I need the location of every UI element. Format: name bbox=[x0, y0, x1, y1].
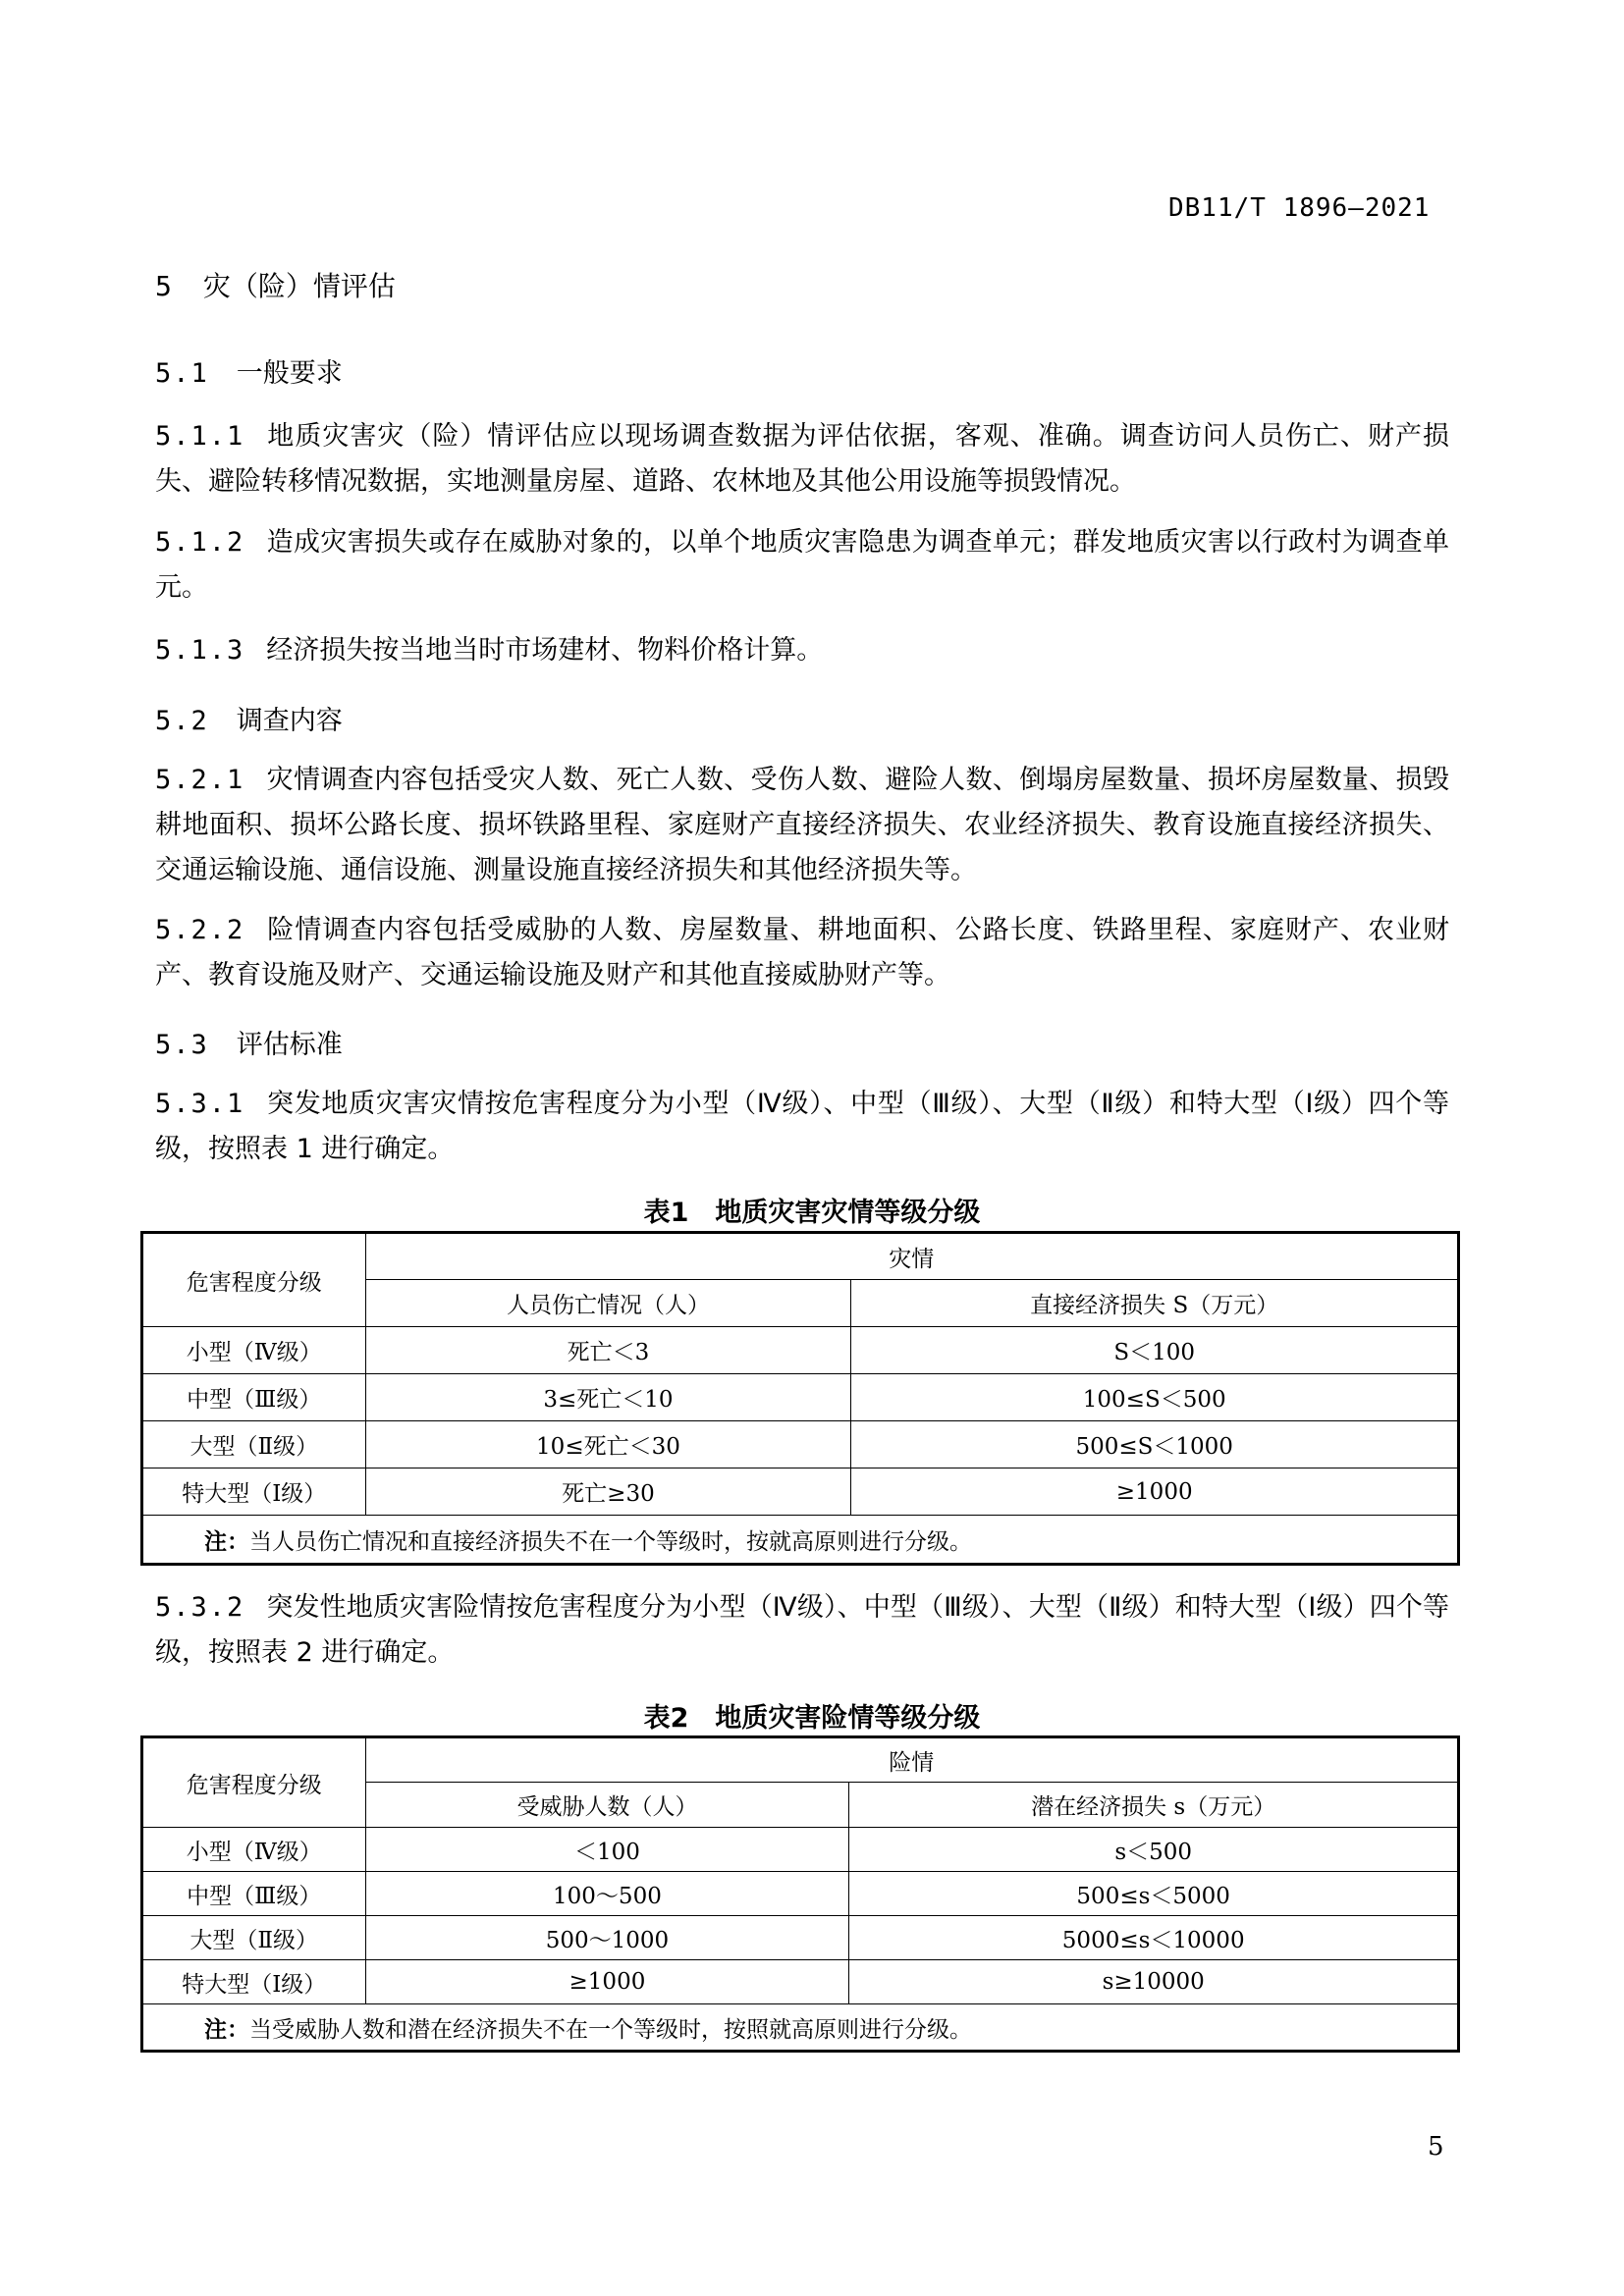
grade-column-header: 危害程度分级 bbox=[142, 1737, 366, 1828]
clause-text: 地质灾害灾（险）情评估应以现场调查数据为评估依据，客观、准确。调查访问人员伤亡、财产损失、避险转移情况数据，实地测量房屋、道路、农林地及其他公用设施等损毁情况。 bbox=[155, 421, 1449, 497]
clause-text: 突发性地质灾害险情按危害程度分为小型（Ⅳ级）、中型（Ⅲ级）、大型（Ⅱ级）和特大型（Ⅰ级）四个等级，按照表 2 进行确定。 bbox=[155, 1592, 1449, 1668]
potential-loss-cell: 500≤s＜5000 bbox=[849, 1872, 1459, 1916]
table-2-hazard-grade bbox=[140, 1735, 1460, 2053]
clause-text: 突发地质灾害灾情按危害程度分为小型（Ⅳ级）、中型（Ⅲ级）、大型（Ⅱ级）和特大型（Ⅰ级）四个等级，按照表 1 进行确定。 bbox=[155, 1089, 1449, 1164]
group-header: 灾情 bbox=[365, 1233, 1458, 1280]
note-text: 当受威胁人数和潜在经济损失不在一个等级时，按照就高原则进行分级。 bbox=[249, 2016, 972, 2043]
loss-cell: S＜100 bbox=[851, 1327, 1459, 1374]
table-row bbox=[142, 1374, 1459, 1421]
loss-cell: ≥1000 bbox=[851, 1468, 1459, 1516]
casualty-cell: 死亡＜3 bbox=[365, 1327, 851, 1374]
clause-number: 5.1.2 bbox=[155, 527, 245, 558]
table-row bbox=[142, 1960, 1459, 2004]
potential-loss-cell: s＜500 bbox=[849, 1828, 1459, 1872]
grade-cell: 小型（Ⅳ级） bbox=[142, 1828, 366, 1872]
section-title: 一般要求 bbox=[236, 358, 343, 389]
clause-number: 5.3.2 bbox=[155, 1592, 245, 1623]
clause-text: 经济损失按当地当时市场建材、物料价格计算。 bbox=[266, 635, 824, 666]
clause-5-1-3 bbox=[155, 628, 1449, 673]
section-title: 调查内容 bbox=[236, 706, 343, 736]
table-1-caption: 表1 地质灾害灾情等级分级 bbox=[643, 1198, 981, 1228]
table-row bbox=[142, 1872, 1459, 1916]
clause-text: 造成灾害损失或存在威胁对象的，以单个地质灾害隐患为调查单元；群发地质灾害以行政村为调查单元。 bbox=[155, 527, 1449, 603]
clause-number: 5.2.2 bbox=[155, 915, 245, 945]
section-5-2-heading bbox=[155, 699, 343, 737]
table-row bbox=[142, 1421, 1459, 1468]
clause-5-1-2 bbox=[155, 520, 1449, 611]
section-title: 灾（险）情评估 bbox=[202, 270, 396, 302]
grade-cell: 中型（Ⅲ级） bbox=[142, 1872, 366, 1916]
section-number: 5 bbox=[155, 270, 174, 302]
clause-5-2-2 bbox=[155, 908, 1449, 998]
clause-number: 5.2.1 bbox=[155, 765, 245, 795]
column-header-a: 人员伤亡情况（人） bbox=[365, 1280, 851, 1327]
table-row bbox=[142, 1916, 1459, 1960]
clause-number: 5.1.3 bbox=[155, 635, 245, 666]
page-number: 5 bbox=[1428, 2132, 1444, 2162]
threatened-cell: ＜100 bbox=[365, 1828, 849, 1872]
threatened-cell: 500～1000 bbox=[365, 1916, 849, 1960]
clause-text: 灾情调查内容包括受灾人数、死亡人数、受伤人数、避险人数、倒塌房屋数量、损坏房屋数量、损毁耕地面积、损坏公路长度、损坏铁路里程、家庭财产直接经济损失、农业经济损失、教育设施直接经济损失、交通运输设施、通信设施、测量设施直接经济损失和其他经济损失等。 bbox=[155, 765, 1449, 885]
group-header: 险情 bbox=[365, 1737, 1459, 1783]
table-row bbox=[142, 1468, 1459, 1516]
clause-5-3-1 bbox=[155, 1082, 1449, 1172]
clause-5-2-1 bbox=[155, 758, 1449, 893]
grade-cell: 特大型（Ⅰ级） bbox=[142, 1960, 366, 2004]
document-code: DB11/T 1896—2021 bbox=[1168, 193, 1431, 223]
note-label: 注： bbox=[204, 2015, 249, 2043]
table-note bbox=[142, 2004, 1459, 2052]
column-header-a: 受威胁人数（人） bbox=[365, 1783, 849, 1828]
clause-text: 险情调查内容包括受威胁的人数、房屋数量、耕地面积、公路长度、铁路里程、家庭财产、农业财产、教育设施及财产、交通运输设施及财产和其他直接威胁财产等。 bbox=[155, 915, 1449, 990]
table-2-caption: 表2 地质灾害险情等级分级 bbox=[643, 1703, 981, 1734]
section-title: 评估标准 bbox=[236, 1030, 343, 1060]
loss-cell: 500≤S＜1000 bbox=[851, 1421, 1459, 1468]
section-5-1-heading bbox=[155, 351, 343, 390]
section-number: 5.1 bbox=[155, 358, 209, 389]
column-header-b: 潜在经济损失 s（万元） bbox=[849, 1783, 1459, 1828]
table-row bbox=[142, 1828, 1459, 1872]
grade-cell: 特大型（Ⅰ级） bbox=[142, 1468, 366, 1516]
clause-number: 5.3.1 bbox=[155, 1089, 245, 1119]
casualty-cell: 3≤死亡＜10 bbox=[365, 1374, 851, 1421]
threatened-cell: 100～500 bbox=[365, 1872, 849, 1916]
column-header-b: 直接经济损失 S（万元） bbox=[851, 1280, 1459, 1327]
table-1-disaster-grade bbox=[140, 1231, 1460, 1566]
loss-cell: 100≤S＜500 bbox=[851, 1374, 1459, 1421]
note-text: 当人员伤亡情况和直接经济损失不在一个等级时，按就高原则进行分级。 bbox=[249, 1528, 972, 1555]
potential-loss-cell: s≥10000 bbox=[849, 1960, 1459, 2004]
table-row bbox=[142, 1327, 1459, 1374]
grade-cell: 中型（Ⅲ级） bbox=[142, 1374, 366, 1421]
table-note bbox=[142, 1516, 1459, 1565]
note-label: 注： bbox=[204, 1527, 249, 1555]
grade-cell: 大型（Ⅱ级） bbox=[142, 1916, 366, 1960]
threatened-cell: ≥1000 bbox=[365, 1960, 849, 2004]
potential-loss-cell: 5000≤s＜10000 bbox=[849, 1916, 1459, 1960]
section-5-3-heading bbox=[155, 1023, 343, 1061]
casualty-cell: 10≤死亡＜30 bbox=[365, 1421, 851, 1468]
casualty-cell: 死亡≥30 bbox=[365, 1468, 851, 1516]
section-5-heading bbox=[155, 265, 396, 304]
section-number: 5.2 bbox=[155, 706, 209, 736]
clause-number: 5.1.1 bbox=[155, 421, 245, 452]
grade-column-header: 危害程度分级 bbox=[142, 1233, 366, 1327]
section-number: 5.3 bbox=[155, 1030, 209, 1060]
clause-5-3-2 bbox=[155, 1585, 1449, 1676]
grade-cell: 大型（Ⅱ级） bbox=[142, 1421, 366, 1468]
clause-5-1-1 bbox=[155, 414, 1449, 505]
grade-cell: 小型（Ⅳ级） bbox=[142, 1327, 366, 1374]
